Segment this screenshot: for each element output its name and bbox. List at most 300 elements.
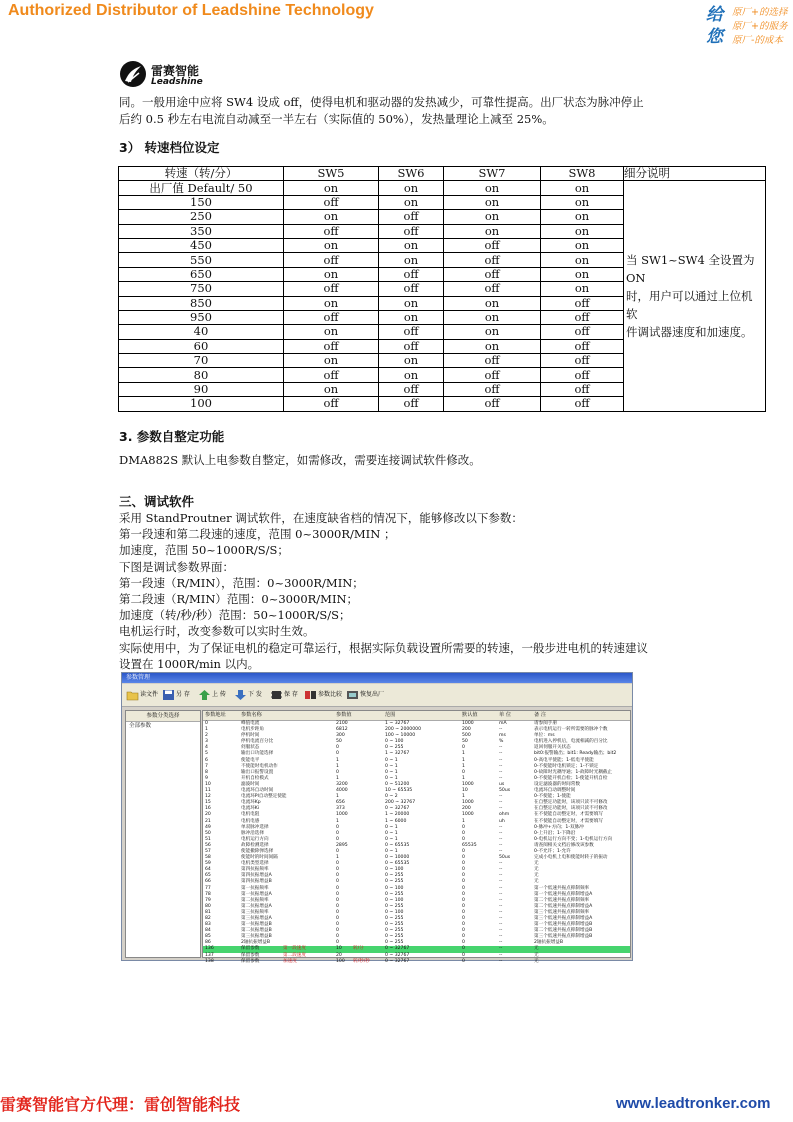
grid-column-header[interactable]: 范围: [385, 712, 396, 718]
param-cell: --: [499, 727, 503, 733]
param-cell: 65: [205, 873, 211, 879]
param-cell: 78: [205, 891, 211, 897]
grid-column-header[interactable]: 默认值: [462, 712, 478, 718]
param-cell: 0 ~ 1: [385, 836, 398, 842]
speed-table-header: 转速（转/分）: [119, 167, 284, 181]
header-slogan: [706, 2, 792, 46]
param-cell: mA: [499, 721, 507, 726]
speed-table-cell: off: [541, 382, 624, 396]
section-debug-title: 三、调试软件: [119, 494, 195, 509]
param-cell: 第三个低速共振点抑制增益A: [534, 916, 593, 921]
speed-table-cell: on: [541, 282, 624, 296]
param-cell: 电机步距角: [241, 727, 264, 733]
param-cell: 无: [534, 879, 539, 885]
param-cell: 脉冲沿选择: [241, 830, 264, 836]
param-cell: 第三抗振增益A: [241, 916, 272, 921]
speed-table-cell: on: [444, 325, 541, 339]
param-cell: 1: [462, 751, 465, 757]
grid-column-header[interactable]: 单 位: [499, 712, 512, 718]
param-cell: 0 ~ 255: [385, 916, 404, 921]
param-cell: 0: [462, 916, 465, 921]
speed-table-cell: off: [284, 397, 379, 411]
param-category-pane: [125, 710, 201, 958]
param-cell: 11: [205, 788, 211, 794]
param-cell: --: [499, 958, 503, 964]
param-cell: 10: [205, 781, 211, 787]
param-cell: 0 ~ 100: [385, 739, 404, 745]
debug-text-line: 设置在 1000R/min 以内。: [119, 656, 260, 671]
speed-table-cell: off: [379, 325, 444, 339]
param-cell: 79: [205, 897, 211, 903]
speed-table-cell: 150: [119, 195, 284, 209]
speed-table-header: SW8: [541, 167, 624, 181]
param-cell: 0 ~ 255: [385, 879, 404, 885]
param-cell: 保留参数: [241, 958, 260, 964]
param-cell: 57: [205, 848, 211, 854]
param-cell: 0 ~ 255: [385, 903, 404, 909]
param-cell: 0 ~ 65535: [385, 842, 410, 848]
param-cell: 无: [534, 952, 539, 958]
param-cell: 开机自检模式: [241, 775, 269, 781]
param-cell: 第四抗振增益A: [241, 873, 272, 879]
param-cell: --: [499, 848, 503, 854]
param-cell: 2100: [336, 721, 348, 726]
param-cell: 1000: [462, 800, 474, 806]
speed-table-cell: on: [284, 210, 379, 224]
param-cell: 无: [534, 861, 539, 867]
param-cell: 0: [462, 861, 465, 867]
speed-table-cell: 70: [119, 354, 284, 368]
param-cell: 0: [336, 830, 339, 836]
slogan-char-2: 您: [706, 27, 723, 47]
param-cell: 10: [336, 946, 342, 952]
grid-column-header[interactable]: 参数值: [336, 712, 352, 718]
speed-table-cell: on: [444, 195, 541, 209]
param-cell: 10: [462, 788, 468, 794]
param-cell: --: [499, 867, 503, 873]
speed-table-cell: on: [444, 339, 541, 353]
param-cell: --: [499, 903, 503, 909]
param-cell: --: [499, 806, 503, 812]
read-file-button[interactable]: [126, 687, 158, 703]
param-cell: 0: [462, 952, 465, 958]
param-cell: 第四抗振增益B: [241, 879, 272, 885]
param-cell: 4000: [336, 788, 348, 794]
param-cell: 1000: [336, 812, 348, 818]
param-cell: 4: [205, 745, 208, 751]
param-cell: --: [499, 885, 503, 891]
param-cell: --: [499, 751, 503, 757]
param-cell: 0: [336, 928, 339, 934]
param-cell: 加速度: [283, 958, 297, 964]
param-cell: 电机电感: [241, 818, 260, 824]
speed-table-cell: on: [444, 210, 541, 224]
param-cell: ms: [499, 733, 506, 739]
param-cell: 0 ~ 1: [385, 769, 398, 775]
param-cell: 0: [336, 897, 339, 903]
param-cell: 50: [336, 739, 342, 745]
speed-table-cell: on: [379, 354, 444, 368]
section-autotune-text: DMA882S 默认上电参数自整定，如需修改，需要连接调试软件修改。: [119, 453, 481, 467]
param-cell: 1: [336, 757, 339, 763]
speed-table-cell: on: [444, 181, 541, 195]
param-cell: 0: [336, 848, 339, 854]
logo-en-text: Leadshine: [151, 77, 203, 87]
param-cell: --: [499, 897, 503, 903]
compare-params-label: 参数比较: [318, 691, 343, 698]
param-cell: 0 ~ 32767: [385, 958, 410, 964]
param-cell: 0: [336, 824, 339, 830]
debug-text-line: 加速度（转/秒/秒）范围：50~1000R/S/S；: [119, 608, 351, 623]
param-cell: 保留参数: [241, 952, 260, 958]
param-cell: --: [499, 769, 503, 775]
leadshine-logo: [119, 60, 209, 94]
param-cell: 第三个低速共振点抑制增益B: [534, 934, 593, 940]
param-cell: 0 ~ 32767: [385, 806, 410, 812]
param-cell: 第一个低速共振点抑制增益A: [534, 891, 593, 897]
param-cell: 0 ~ 255: [385, 891, 404, 897]
param-cell: 0: [462, 830, 465, 836]
param-cell: 0 ~ 65535: [385, 861, 410, 867]
param-cell: 2轴抗振增益B: [534, 940, 564, 946]
speed-table-cell: on: [379, 253, 444, 267]
param-cell: 0 ~ 32767: [385, 952, 410, 958]
param-cell: 20: [336, 952, 342, 958]
speed-table-cell: off: [444, 382, 541, 396]
speed-table-row: [119, 181, 766, 195]
param-cell: 200: [462, 727, 471, 733]
param-row[interactable]: [203, 959, 630, 965]
param-cell: 1: [205, 727, 208, 733]
param-cell: 0: [462, 848, 465, 854]
param-cell: 0 ~ 1: [385, 775, 398, 781]
param-cell: --: [499, 879, 503, 885]
param-cell: --: [499, 909, 503, 915]
param-cell: 82: [205, 916, 211, 921]
speed-table-cell: on: [379, 368, 444, 382]
param-cell: 500: [462, 733, 471, 739]
param-cell: 84: [205, 928, 211, 934]
param-cell: 第二抗振频率: [241, 897, 269, 903]
speed-table-cell: on: [379, 310, 444, 324]
param-cell: 300: [336, 733, 345, 739]
param-cell: 返回伺服开关状态: [534, 745, 571, 751]
slogan-char-1: 给: [706, 5, 723, 25]
param-cell: 1 ~ 32767: [385, 721, 410, 726]
speed-table-cell: on: [284, 354, 379, 368]
speed-table-cell: off: [284, 310, 379, 324]
param-cell: 第二个低速共振点抑制增益A: [534, 903, 593, 909]
param-cell: 1: [336, 855, 339, 861]
param-cell: 50us: [499, 855, 511, 861]
param-cell: 656: [336, 800, 345, 806]
restore-factory-button[interactable]: [346, 687, 384, 703]
param-cell: 在不使能自动整定时，才需要填写: [534, 812, 603, 818]
param-cell: --: [499, 757, 503, 763]
speed-table-note-line: 当 SW1~SW4 全设置为 ON: [626, 253, 755, 286]
speed-table-cell: off: [444, 397, 541, 411]
param-cell: 2: [205, 733, 208, 739]
speed-table-cell: off: [284, 195, 379, 209]
param-cell: 0: [336, 867, 339, 873]
speed-table-cell: on: [541, 238, 624, 252]
param-cell: 电流环PI自动整定使能: [241, 794, 287, 800]
param-manager-window: [121, 672, 633, 964]
param-cell: --: [499, 922, 503, 928]
param-cell: 59: [205, 861, 211, 867]
speed-table-cell: off: [541, 368, 624, 382]
param-cell: 1: [462, 763, 465, 769]
speed-table-cell: on: [541, 267, 624, 281]
param-cell: 0: [462, 958, 465, 964]
param-cell: 0: [336, 903, 339, 909]
param-cell: 0: [336, 745, 339, 751]
param-cell: 0 ~ 255: [385, 873, 404, 879]
param-cell: 无: [534, 946, 539, 952]
speed-table-cell: on: [379, 296, 444, 310]
param-cell: 第二段速度: [283, 952, 306, 958]
param-cell: 第二个低速共振点抑制频率: [534, 897, 590, 903]
param-cell: 0 ~ 1: [385, 757, 398, 763]
param-cell: uh: [499, 818, 505, 824]
param-cell: 0 ~ 255: [385, 928, 404, 934]
param-cell: 200: [462, 806, 471, 812]
save-as-button[interactable]: [162, 687, 190, 703]
param-cell: 0: [462, 745, 465, 751]
speed-table-cell: off: [541, 354, 624, 368]
param-cell: 0: [462, 873, 465, 879]
param-cell: 第三个低速共振点抑制频率: [534, 909, 590, 915]
speed-table-cell: on: [284, 267, 379, 281]
folder-icon: [126, 689, 139, 701]
param-cell: 输出口报警设置: [241, 769, 274, 775]
speed-table-cell: off: [379, 339, 444, 353]
param-cell: 200 ~ 32767: [385, 800, 416, 806]
speed-table-cell: on: [444, 310, 541, 324]
param-cell: bit0:报警输出；bit1: Ready输出；bit2: [534, 751, 617, 757]
param-cell: 0: [205, 721, 208, 726]
param-cell: --: [499, 842, 503, 848]
param-cell: 伺服状态: [241, 745, 260, 751]
param-cell: 第一抗振增益A: [241, 891, 272, 897]
param-cell: --: [499, 836, 503, 842]
param-cell: 0 ~ 100: [385, 897, 404, 903]
param-cell: 0 ~ 1: [385, 824, 398, 830]
param-cell: 电机电阻: [241, 812, 260, 818]
param-cell: 第三抗振频率: [241, 909, 269, 915]
debug-text-line: 实际使用中，为了保证电机的稳定可靠运行，根据实际负载设置所需要的转速，一般步进电机的转速建议: [119, 640, 648, 655]
speed-table-cell: 出厂值 Default/ 50: [119, 181, 284, 195]
param-cell: 单双脉冲选择: [241, 824, 269, 830]
speed-table-cell: off: [379, 397, 444, 411]
param-cell: 81: [205, 909, 211, 915]
param-cell: --: [499, 934, 503, 940]
footer-website-link[interactable]: www.leadtronker.com: [616, 1095, 771, 1112]
debug-text-line: 电机运行时，改变参数可以实时生效。: [119, 624, 315, 639]
param-cell: 12: [205, 794, 211, 800]
param-cell: us: [499, 781, 505, 787]
param-cell: 滤波时间: [241, 781, 260, 787]
param-cell: 16: [205, 806, 211, 812]
speed-table-cell: off: [379, 210, 444, 224]
param-cell: 80: [205, 903, 211, 909]
param-cell: 0 ~ 255: [385, 940, 404, 946]
param-cell: 0: [462, 909, 465, 915]
speed-table-cell: on: [444, 296, 541, 310]
param-cell: 电流环Kp: [241, 800, 261, 806]
speed-table-cell: 90: [119, 382, 284, 396]
param-cell: 200 ~ 2000000: [385, 727, 421, 733]
param-cell: 0: [336, 879, 339, 885]
param-cell: 在不使能自动整定时，才需要填写: [534, 818, 603, 824]
param-cell: 0: [462, 922, 465, 928]
compare-icon: [304, 689, 317, 701]
save-button[interactable]: [270, 687, 298, 703]
speed-table-cell: 550: [119, 253, 284, 267]
param-cell: 使能电平: [241, 757, 260, 763]
param-cell: 21: [205, 818, 211, 824]
param-cell: 0-不使能时电机锁定；1-不锁定: [534, 763, 599, 769]
speed-table-cell: on: [379, 195, 444, 209]
param-cell: 0: [462, 867, 465, 873]
param-cell: 第四抗振频率: [241, 867, 269, 873]
speed-table-note: [624, 181, 766, 411]
grid-column-header[interactable]: 备 注: [534, 712, 547, 718]
param-cell: 0: [336, 769, 339, 775]
param-cell: 转/秒/秒: [353, 958, 370, 964]
speed-table-cell: on: [284, 238, 379, 252]
slogan-line-1: 原厂+的选择: [732, 7, 788, 18]
param-cell: 0 ~ 1: [385, 763, 398, 769]
param-cell: 6812: [336, 727, 348, 733]
speed-table-cell: 80: [119, 368, 284, 382]
param-cell: 转/分: [353, 946, 364, 952]
grid-column-header[interactable]: 参数地址: [205, 712, 226, 718]
param-cell: 使能时的时间间隔: [241, 855, 278, 861]
speed-table-cell: on: [284, 382, 379, 396]
speed-table-cell: off: [541, 325, 624, 339]
upload-button[interactable]: [198, 687, 226, 703]
param-cell: 0: [336, 922, 339, 928]
debug-text-line: 第一段速和第二段速的速度，范围 0~3000R/MIN ；: [119, 527, 396, 542]
download-button[interactable]: [234, 687, 262, 703]
speed-table-cell: on: [284, 181, 379, 195]
param-cell: 1: [336, 818, 339, 824]
speed-table-cell: off: [541, 296, 624, 310]
speed-table-cell: on: [284, 325, 379, 339]
param-cell: 3200: [336, 781, 348, 787]
category-all-params[interactable]: 全部参数: [129, 723, 152, 729]
param-cell: 0 ~ 1: [385, 848, 398, 854]
param-cell: 0: [462, 928, 465, 934]
param-cell: 保留参数: [241, 946, 260, 952]
param-cell: 0-上升沿；1-下降沿: [534, 830, 576, 836]
speed-table-cell: 750: [119, 282, 284, 296]
param-cell: 完成小电机上电和使能时转子的振动: [534, 855, 608, 861]
param-cell: 0 ~ 255: [385, 922, 404, 928]
speed-table-cell: 650: [119, 267, 284, 281]
param-cell: 50us: [499, 788, 511, 794]
param-cell: 2轴抗振增益B: [241, 940, 271, 946]
speed-table-cell: on: [379, 181, 444, 195]
speed-table-cell: off: [444, 253, 541, 267]
param-cell: 0 ~ 255: [385, 745, 404, 751]
grid-column-header[interactable]: 参数名称: [241, 712, 262, 718]
param-cell: 0: [462, 946, 465, 952]
param-cell: --: [499, 830, 503, 836]
param-cell: 66: [205, 879, 211, 885]
param-cell: 0: [462, 885, 465, 891]
speed-table-note-line: 件调试器速度和加速度。: [626, 325, 753, 340]
debug-text-line: 下图是调试参数界面：: [119, 559, 234, 574]
param-cell: 0: [462, 824, 465, 830]
param-cell: --: [499, 763, 503, 769]
param-cell: 第一抗振增益B: [241, 922, 272, 928]
param-cell: 停机时间: [241, 733, 260, 739]
header-distributor-text: Authorized Distributor of Leadshine Technology: [8, 2, 374, 19]
param-cell: --: [499, 873, 503, 879]
param-cell: 0: [462, 769, 465, 775]
param-cell: 0 ~ 1: [385, 830, 398, 836]
param-cell: 64: [205, 867, 211, 873]
param-cell: 1: [462, 794, 465, 800]
param-cell: 0-高电平使能；1-低电平使能: [534, 757, 594, 763]
speed-table-cell: off: [284, 224, 379, 238]
param-cell: 0: [462, 836, 465, 842]
param-cell: 0: [462, 940, 465, 946]
param-cell: 0 ~ 100: [385, 885, 404, 891]
speed-table-header: 细分说明: [624, 167, 766, 181]
param-cell: 0: [336, 940, 339, 946]
speed-table-cell: off: [284, 339, 379, 353]
param-grid: [202, 710, 631, 964]
speed-table-cell: 950: [119, 310, 284, 324]
param-cell: 电机进入停机后，电流相减的百分比: [534, 739, 608, 745]
section-autotune-title: 3. 参数自整定功能: [119, 429, 225, 444]
param-cell: 1: [336, 794, 339, 800]
param-cell: 0 ~ 51200: [385, 781, 410, 787]
param-cell: 5: [205, 751, 208, 757]
param-cell: 电机运行方向: [241, 836, 269, 842]
speed-table-cell: on: [379, 238, 444, 252]
param-cell: 86: [205, 940, 211, 946]
param-cell: 在自整定功能时，该项只读不可修改: [534, 800, 608, 806]
restore-factory-label: 恢复出厂: [360, 691, 385, 698]
intro-line-1: 同。一般用途中应将 SW4 设成 off，使得电机和驱动器的发热减少，可靠性提高。出厂状态为脉冲停止: [119, 95, 644, 109]
speed-setting-table: [118, 166, 766, 412]
param-cell: 电机类型选择: [241, 861, 269, 867]
param-cell: 58: [205, 855, 211, 861]
speed-table-cell: on: [284, 296, 379, 310]
param-cell: 0: [336, 836, 339, 842]
param-cell: 373: [336, 806, 345, 812]
param-cell: 6: [205, 757, 208, 763]
param-cell: 0 ~ 32767: [385, 946, 410, 952]
speed-table-cell: off: [541, 339, 624, 353]
param-cell: 20: [205, 812, 211, 818]
param-cell: 无: [534, 958, 539, 964]
debug-text-line: 第一段速（R/MIN），范围：0~3000R/MIN；: [119, 575, 364, 590]
param-cell: 0-不使能开机自检；1-使能开机自检: [534, 775, 608, 781]
param-cell: 第三抗振增益B: [241, 934, 272, 940]
param-cell: 第一个低速共振点抑制增益B: [534, 922, 593, 928]
compare-params-button[interactable]: [304, 687, 342, 703]
param-cell: --: [499, 745, 503, 751]
param-cell: 65535: [462, 842, 477, 848]
param-cell: --: [499, 952, 503, 958]
param-cell: 表示电机运行一转所需要的脉冲个数: [534, 727, 608, 733]
param-cell: 在自整定功能时，该项只读不可修改: [534, 806, 608, 812]
